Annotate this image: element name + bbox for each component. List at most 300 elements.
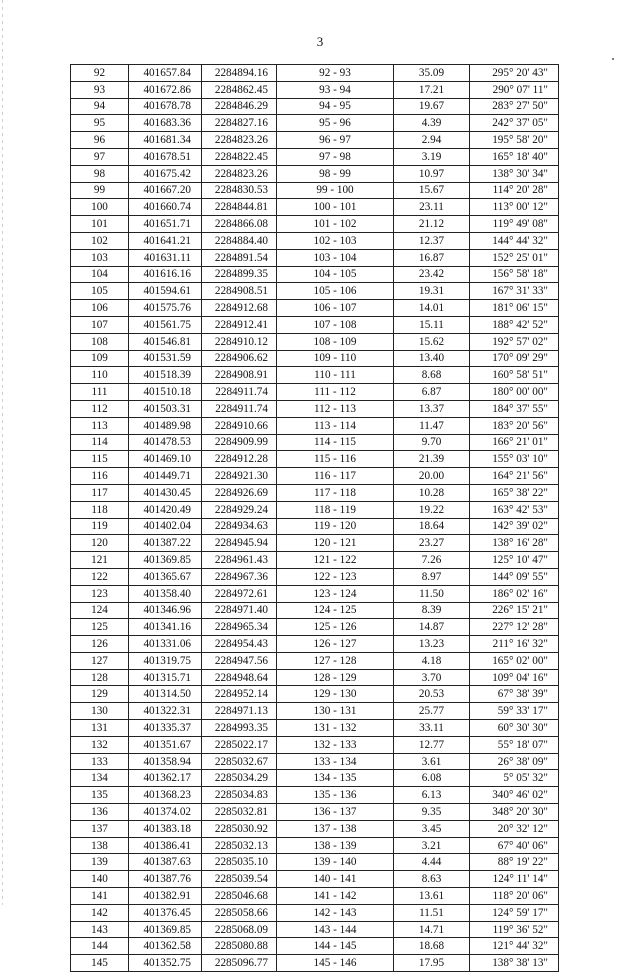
table-row bbox=[71, 904, 559, 921]
point-number-cell: 123 bbox=[71, 585, 129, 602]
length-cell: 25.77 bbox=[394, 703, 470, 720]
table-row bbox=[71, 703, 559, 720]
length-cell: 6.87 bbox=[394, 384, 470, 401]
length-cell: 20.53 bbox=[394, 686, 470, 703]
x-coordinate-cell: 401315.71 bbox=[129, 669, 202, 686]
point-number-cell: 115 bbox=[71, 451, 129, 468]
table-row bbox=[71, 888, 559, 905]
bearing-cell: 119° 36' 52" bbox=[470, 921, 559, 938]
length-cell: 6.08 bbox=[394, 770, 470, 787]
segment-cell: 116 - 117 bbox=[277, 468, 394, 485]
y-coordinate-cell: 2285032.67 bbox=[202, 753, 277, 770]
table-row bbox=[71, 770, 559, 787]
x-coordinate-cell: 401362.58 bbox=[129, 938, 202, 955]
point-number-cell: 122 bbox=[71, 568, 129, 585]
point-number-cell: 142 bbox=[71, 904, 129, 921]
x-coordinate-cell: 401383.18 bbox=[129, 820, 202, 837]
length-cell: 8.39 bbox=[394, 602, 470, 619]
y-coordinate-cell: 2284952.14 bbox=[202, 686, 277, 703]
length-cell: 2.94 bbox=[394, 132, 470, 149]
x-coordinate-cell: 401420.49 bbox=[129, 501, 202, 518]
segment-cell: 109 - 110 bbox=[277, 350, 394, 367]
table-row bbox=[71, 837, 559, 854]
point-number-cell: 94 bbox=[71, 98, 129, 115]
y-coordinate-cell: 2284908.91 bbox=[202, 367, 277, 384]
point-number-cell: 112 bbox=[71, 400, 129, 417]
length-cell: 15.62 bbox=[394, 333, 470, 350]
y-coordinate-cell: 2284827.16 bbox=[202, 115, 277, 132]
y-coordinate-cell: 2284830.53 bbox=[202, 182, 277, 199]
y-coordinate-cell: 2284945.94 bbox=[202, 535, 277, 552]
length-cell: 8.63 bbox=[394, 871, 470, 888]
x-coordinate-cell: 401510.18 bbox=[129, 384, 202, 401]
y-coordinate-cell: 2284971.13 bbox=[202, 703, 277, 720]
y-coordinate-cell: 2284967.36 bbox=[202, 568, 277, 585]
length-cell: 17.21 bbox=[394, 81, 470, 98]
point-number-cell: 101 bbox=[71, 216, 129, 233]
point-number-cell: 95 bbox=[71, 115, 129, 132]
segment-cell: 144 - 145 bbox=[277, 938, 394, 955]
coordinates-table-container bbox=[70, 64, 559, 972]
point-number-cell: 144 bbox=[71, 938, 129, 955]
x-coordinate-cell: 401369.85 bbox=[129, 552, 202, 569]
table-row bbox=[71, 132, 559, 149]
point-number-cell: 139 bbox=[71, 854, 129, 871]
bearing-cell: 160° 58' 51" bbox=[470, 367, 559, 384]
y-coordinate-cell: 2285058.66 bbox=[202, 904, 277, 921]
x-coordinate-cell: 401575.76 bbox=[129, 300, 202, 317]
y-coordinate-cell: 2284823.26 bbox=[202, 165, 277, 182]
length-cell: 23.42 bbox=[394, 266, 470, 283]
point-number-cell: 133 bbox=[71, 753, 129, 770]
segment-cell: 106 - 107 bbox=[277, 300, 394, 317]
length-cell: 10.97 bbox=[394, 165, 470, 182]
length-cell: 18.64 bbox=[394, 518, 470, 535]
segment-cell: 122 - 123 bbox=[277, 568, 394, 585]
coordinates-table-body bbox=[71, 65, 559, 972]
length-cell: 23.27 bbox=[394, 535, 470, 552]
bearing-cell: 340° 46' 02" bbox=[470, 787, 559, 804]
segment-cell: 103 - 104 bbox=[277, 249, 394, 266]
point-number-cell: 131 bbox=[71, 720, 129, 737]
x-coordinate-cell: 401641.21 bbox=[129, 232, 202, 249]
length-cell: 13.37 bbox=[394, 400, 470, 417]
table-row bbox=[71, 266, 559, 283]
bearing-cell: 242° 37' 05" bbox=[470, 115, 559, 132]
bearing-cell: 283° 27' 50" bbox=[470, 98, 559, 115]
length-cell: 33.11 bbox=[394, 720, 470, 737]
x-coordinate-cell: 401489.98 bbox=[129, 417, 202, 434]
point-number-cell: 137 bbox=[71, 820, 129, 837]
y-coordinate-cell: 2284894.16 bbox=[202, 65, 277, 82]
bearing-cell: 227° 12' 28" bbox=[470, 619, 559, 636]
x-coordinate-cell: 401683.36 bbox=[129, 115, 202, 132]
length-cell: 4.39 bbox=[394, 115, 470, 132]
table-row bbox=[71, 148, 559, 165]
bearing-cell: 226° 15' 21" bbox=[470, 602, 559, 619]
segment-cell: 141 - 142 bbox=[277, 888, 394, 905]
length-cell: 7.26 bbox=[394, 552, 470, 569]
bearing-cell: 163° 42' 53" bbox=[470, 501, 559, 518]
point-number-cell: 141 bbox=[71, 888, 129, 905]
length-cell: 8.97 bbox=[394, 568, 470, 585]
table-row bbox=[71, 115, 559, 132]
point-number-cell: 126 bbox=[71, 636, 129, 653]
point-number-cell: 107 bbox=[71, 316, 129, 333]
table-row bbox=[71, 451, 559, 468]
bearing-cell: 114° 20' 28" bbox=[470, 182, 559, 199]
segment-cell: 111 - 112 bbox=[277, 384, 394, 401]
y-coordinate-cell: 2284862.45 bbox=[202, 81, 277, 98]
x-coordinate-cell: 401369.85 bbox=[129, 921, 202, 938]
x-coordinate-cell: 401314.50 bbox=[129, 686, 202, 703]
x-coordinate-cell: 401503.31 bbox=[129, 400, 202, 417]
bearing-cell: 170° 09' 29" bbox=[470, 350, 559, 367]
point-number-cell: 134 bbox=[71, 770, 129, 787]
segment-cell: 138 - 139 bbox=[277, 837, 394, 854]
x-coordinate-cell: 401351.67 bbox=[129, 736, 202, 753]
segment-cell: 127 - 128 bbox=[277, 652, 394, 669]
length-cell: 6.13 bbox=[394, 787, 470, 804]
segment-cell: 134 - 135 bbox=[277, 770, 394, 787]
point-number-cell: 96 bbox=[71, 132, 129, 149]
table-row bbox=[71, 434, 559, 451]
segment-cell: 140 - 141 bbox=[277, 871, 394, 888]
bearing-cell: 184° 37' 55" bbox=[470, 400, 559, 417]
segment-cell: 108 - 109 bbox=[277, 333, 394, 350]
bearing-cell: 192° 57' 02" bbox=[470, 333, 559, 350]
length-cell: 20.00 bbox=[394, 468, 470, 485]
segment-cell: 126 - 127 bbox=[277, 636, 394, 653]
segment-cell: 139 - 140 bbox=[277, 854, 394, 871]
length-cell: 18.68 bbox=[394, 938, 470, 955]
bearing-cell: 113° 00' 12" bbox=[470, 199, 559, 216]
x-coordinate-cell: 401358.94 bbox=[129, 753, 202, 770]
segment-cell: 125 - 126 bbox=[277, 619, 394, 636]
y-coordinate-cell: 2284929.24 bbox=[202, 501, 277, 518]
y-coordinate-cell: 2284972.61 bbox=[202, 585, 277, 602]
y-coordinate-cell: 2284910.66 bbox=[202, 417, 277, 434]
segment-cell: 118 - 119 bbox=[277, 501, 394, 518]
segment-cell: 115 - 116 bbox=[277, 451, 394, 468]
point-number-cell: 128 bbox=[71, 669, 129, 686]
bearing-cell: 180° 00' 00" bbox=[470, 384, 559, 401]
bearing-cell: 125° 10' 47" bbox=[470, 552, 559, 569]
scan-speck bbox=[612, 58, 614, 60]
table-row bbox=[71, 65, 559, 82]
segment-cell: 101 - 102 bbox=[277, 216, 394, 233]
length-cell: 3.70 bbox=[394, 669, 470, 686]
bearing-cell: 59° 33' 17" bbox=[470, 703, 559, 720]
segment-cell: 95 - 96 bbox=[277, 115, 394, 132]
point-number-cell: 92 bbox=[71, 65, 129, 82]
x-coordinate-cell: 401531.59 bbox=[129, 350, 202, 367]
point-number-cell: 117 bbox=[71, 484, 129, 501]
scan-edge bbox=[2, 0, 3, 905]
table-row bbox=[71, 400, 559, 417]
point-number-cell: 119 bbox=[71, 518, 129, 535]
y-coordinate-cell: 2284912.28 bbox=[202, 451, 277, 468]
x-coordinate-cell: 401387.22 bbox=[129, 535, 202, 552]
length-cell: 9.35 bbox=[394, 804, 470, 821]
point-number-cell: 99 bbox=[71, 182, 129, 199]
x-coordinate-cell: 401546.81 bbox=[129, 333, 202, 350]
x-coordinate-cell: 401362.17 bbox=[129, 770, 202, 787]
x-coordinate-cell: 401387.76 bbox=[129, 871, 202, 888]
x-coordinate-cell: 401346.96 bbox=[129, 602, 202, 619]
segment-cell: 96 - 97 bbox=[277, 132, 394, 149]
x-coordinate-cell: 401469.10 bbox=[129, 451, 202, 468]
bearing-cell: 165° 18' 40" bbox=[470, 148, 559, 165]
table-row bbox=[71, 283, 559, 300]
segment-cell: 145 - 146 bbox=[277, 955, 394, 972]
table-row bbox=[71, 669, 559, 686]
table-row bbox=[71, 501, 559, 518]
x-coordinate-cell: 401681.34 bbox=[129, 132, 202, 149]
point-number-cell: 104 bbox=[71, 266, 129, 283]
bearing-cell: 195° 58' 20" bbox=[470, 132, 559, 149]
segment-cell: 98 - 99 bbox=[277, 165, 394, 182]
length-cell: 4.44 bbox=[394, 854, 470, 871]
table-row bbox=[71, 568, 559, 585]
point-number-cell: 129 bbox=[71, 686, 129, 703]
length-cell: 11.51 bbox=[394, 904, 470, 921]
bearing-cell: 165° 02' 00" bbox=[470, 652, 559, 669]
length-cell: 10.28 bbox=[394, 484, 470, 501]
bearing-cell: 109° 04' 16" bbox=[470, 669, 559, 686]
segment-cell: 107 - 108 bbox=[277, 316, 394, 333]
table-row bbox=[71, 720, 559, 737]
table-row bbox=[71, 249, 559, 266]
bearing-cell: 186° 02' 16" bbox=[470, 585, 559, 602]
segment-cell: 143 - 144 bbox=[277, 921, 394, 938]
point-number-cell: 102 bbox=[71, 232, 129, 249]
point-number-cell: 140 bbox=[71, 871, 129, 888]
table-row bbox=[71, 804, 559, 821]
segment-cell: 94 - 95 bbox=[277, 98, 394, 115]
x-coordinate-cell: 401374.02 bbox=[129, 804, 202, 821]
table-row bbox=[71, 921, 559, 938]
table-row bbox=[71, 182, 559, 199]
table-row bbox=[71, 98, 559, 115]
length-cell: 14.01 bbox=[394, 300, 470, 317]
segment-cell: 112 - 113 bbox=[277, 400, 394, 417]
y-coordinate-cell: 2284921.30 bbox=[202, 468, 277, 485]
bearing-cell: 181° 06' 15" bbox=[470, 300, 559, 317]
table-row bbox=[71, 955, 559, 972]
point-number-cell: 106 bbox=[71, 300, 129, 317]
bearing-cell: 5° 05' 32" bbox=[470, 770, 559, 787]
x-coordinate-cell: 401449.71 bbox=[129, 468, 202, 485]
length-cell: 23.11 bbox=[394, 199, 470, 216]
table-row bbox=[71, 686, 559, 703]
bearing-cell: 118° 20' 06" bbox=[470, 888, 559, 905]
coordinates-table bbox=[70, 64, 559, 972]
length-cell: 12.37 bbox=[394, 232, 470, 249]
bearing-cell: 183° 20' 56" bbox=[470, 417, 559, 434]
length-cell: 12.77 bbox=[394, 736, 470, 753]
point-number-cell: 111 bbox=[71, 384, 129, 401]
segment-cell: 102 - 103 bbox=[277, 232, 394, 249]
point-number-cell: 98 bbox=[71, 165, 129, 182]
x-coordinate-cell: 401386.41 bbox=[129, 837, 202, 854]
segment-cell: 129 - 130 bbox=[277, 686, 394, 703]
point-number-cell: 118 bbox=[71, 501, 129, 518]
y-coordinate-cell: 2285035.10 bbox=[202, 854, 277, 871]
x-coordinate-cell: 401341.16 bbox=[129, 619, 202, 636]
x-coordinate-cell: 401675.42 bbox=[129, 165, 202, 182]
y-coordinate-cell: 2284911.74 bbox=[202, 400, 277, 417]
x-coordinate-cell: 401651.71 bbox=[129, 216, 202, 233]
segment-cell: 119 - 120 bbox=[277, 518, 394, 535]
bearing-cell: 144° 09' 55" bbox=[470, 568, 559, 585]
segment-cell: 133 - 134 bbox=[277, 753, 394, 770]
bearing-cell: 165° 38' 22" bbox=[470, 484, 559, 501]
table-row bbox=[71, 165, 559, 182]
bearing-cell: 119° 49' 08" bbox=[470, 216, 559, 233]
y-coordinate-cell: 2284971.40 bbox=[202, 602, 277, 619]
x-coordinate-cell: 401368.23 bbox=[129, 787, 202, 804]
table-row bbox=[71, 199, 559, 216]
x-coordinate-cell: 401365.67 bbox=[129, 568, 202, 585]
segment-cell: 104 - 105 bbox=[277, 266, 394, 283]
bearing-cell: 20° 32' 12" bbox=[470, 820, 559, 837]
bearing-cell: 211° 16' 32" bbox=[470, 636, 559, 653]
point-number-cell: 143 bbox=[71, 921, 129, 938]
point-number-cell: 97 bbox=[71, 148, 129, 165]
x-coordinate-cell: 401657.84 bbox=[129, 65, 202, 82]
point-number-cell: 103 bbox=[71, 249, 129, 266]
table-row bbox=[71, 787, 559, 804]
bearing-cell: 167° 31' 33" bbox=[470, 283, 559, 300]
table-row bbox=[71, 871, 559, 888]
length-cell: 3.61 bbox=[394, 753, 470, 770]
point-number-cell: 136 bbox=[71, 804, 129, 821]
length-cell: 13.23 bbox=[394, 636, 470, 653]
point-number-cell: 120 bbox=[71, 535, 129, 552]
bearing-cell: 60° 30' 30" bbox=[470, 720, 559, 737]
bearing-cell: 124° 11' 14" bbox=[470, 871, 559, 888]
bearing-cell: 138° 38' 13" bbox=[470, 955, 559, 972]
table-row bbox=[71, 854, 559, 871]
point-number-cell: 105 bbox=[71, 283, 129, 300]
point-number-cell: 132 bbox=[71, 736, 129, 753]
bearing-cell: 138° 16' 28" bbox=[470, 535, 559, 552]
length-cell: 11.47 bbox=[394, 417, 470, 434]
segment-cell: 142 - 143 bbox=[277, 904, 394, 921]
y-coordinate-cell: 2284909.99 bbox=[202, 434, 277, 451]
bearing-cell: 142° 39' 02" bbox=[470, 518, 559, 535]
bearing-cell: 88° 19' 22" bbox=[470, 854, 559, 871]
table-row bbox=[71, 938, 559, 955]
x-coordinate-cell: 401331.06 bbox=[129, 636, 202, 653]
segment-cell: 128 - 129 bbox=[277, 669, 394, 686]
bearing-cell: 138° 30' 34" bbox=[470, 165, 559, 182]
table-row bbox=[71, 652, 559, 669]
length-cell: 3.19 bbox=[394, 148, 470, 165]
y-coordinate-cell: 2284954.43 bbox=[202, 636, 277, 653]
bearing-cell: 26° 38' 09" bbox=[470, 753, 559, 770]
length-cell: 15.67 bbox=[394, 182, 470, 199]
y-coordinate-cell: 2284910.12 bbox=[202, 333, 277, 350]
x-coordinate-cell: 401672.86 bbox=[129, 81, 202, 98]
table-row bbox=[71, 232, 559, 249]
segment-cell: 130 - 131 bbox=[277, 703, 394, 720]
x-coordinate-cell: 401667.20 bbox=[129, 182, 202, 199]
x-coordinate-cell: 401678.51 bbox=[129, 148, 202, 165]
table-row bbox=[71, 820, 559, 837]
y-coordinate-cell: 2284912.41 bbox=[202, 316, 277, 333]
y-coordinate-cell: 2284899.35 bbox=[202, 266, 277, 283]
y-coordinate-cell: 2284846.29 bbox=[202, 98, 277, 115]
x-coordinate-cell: 401594.61 bbox=[129, 283, 202, 300]
length-cell: 19.22 bbox=[394, 501, 470, 518]
table-row bbox=[71, 535, 559, 552]
x-coordinate-cell: 401561.75 bbox=[129, 316, 202, 333]
table-row bbox=[71, 316, 559, 333]
y-coordinate-cell: 2284948.64 bbox=[202, 669, 277, 686]
x-coordinate-cell: 401319.75 bbox=[129, 652, 202, 669]
length-cell: 21.39 bbox=[394, 451, 470, 468]
table-row bbox=[71, 636, 559, 653]
x-coordinate-cell: 401352.75 bbox=[129, 955, 202, 972]
y-coordinate-cell: 2285032.13 bbox=[202, 837, 277, 854]
bearing-cell: 188° 42' 52" bbox=[470, 316, 559, 333]
segment-cell: 121 - 122 bbox=[277, 552, 394, 569]
length-cell: 4.18 bbox=[394, 652, 470, 669]
y-coordinate-cell: 2284884.40 bbox=[202, 232, 277, 249]
table-row bbox=[71, 216, 559, 233]
y-coordinate-cell: 2284947.56 bbox=[202, 652, 277, 669]
segment-cell: 92 - 93 bbox=[277, 65, 394, 82]
point-number-cell: 116 bbox=[71, 468, 129, 485]
segment-cell: 131 - 132 bbox=[277, 720, 394, 737]
length-cell: 21.12 bbox=[394, 216, 470, 233]
y-coordinate-cell: 2285046.68 bbox=[202, 888, 277, 905]
x-coordinate-cell: 401358.40 bbox=[129, 585, 202, 602]
bearing-cell: 121° 44' 32" bbox=[470, 938, 559, 955]
table-row bbox=[71, 350, 559, 367]
x-coordinate-cell: 401382.91 bbox=[129, 888, 202, 905]
bearing-cell: 166° 21' 01" bbox=[470, 434, 559, 451]
bearing-cell: 295° 20' 43" bbox=[470, 65, 559, 82]
y-coordinate-cell: 2284906.62 bbox=[202, 350, 277, 367]
y-coordinate-cell: 2285096.77 bbox=[202, 955, 277, 972]
point-number-cell: 127 bbox=[71, 652, 129, 669]
length-cell: 11.50 bbox=[394, 585, 470, 602]
length-cell: 13.61 bbox=[394, 888, 470, 905]
table-row bbox=[71, 585, 559, 602]
segment-cell: 137 - 138 bbox=[277, 820, 394, 837]
y-coordinate-cell: 2285032.81 bbox=[202, 804, 277, 821]
point-number-cell: 121 bbox=[71, 552, 129, 569]
segment-cell: 135 - 136 bbox=[277, 787, 394, 804]
y-coordinate-cell: 2284965.34 bbox=[202, 619, 277, 636]
y-coordinate-cell: 2285080.88 bbox=[202, 938, 277, 955]
table-row bbox=[71, 619, 559, 636]
length-cell: 19.67 bbox=[394, 98, 470, 115]
point-number-cell: 100 bbox=[71, 199, 129, 216]
length-cell: 14.71 bbox=[394, 921, 470, 938]
bearing-cell: 67° 38' 39" bbox=[470, 686, 559, 703]
point-number-cell: 108 bbox=[71, 333, 129, 350]
x-coordinate-cell: 401335.37 bbox=[129, 720, 202, 737]
bearing-cell: 164° 21' 56" bbox=[470, 468, 559, 485]
x-coordinate-cell: 401660.74 bbox=[129, 199, 202, 216]
x-coordinate-cell: 401402.04 bbox=[129, 518, 202, 535]
table-row bbox=[71, 417, 559, 434]
table-row bbox=[71, 753, 559, 770]
